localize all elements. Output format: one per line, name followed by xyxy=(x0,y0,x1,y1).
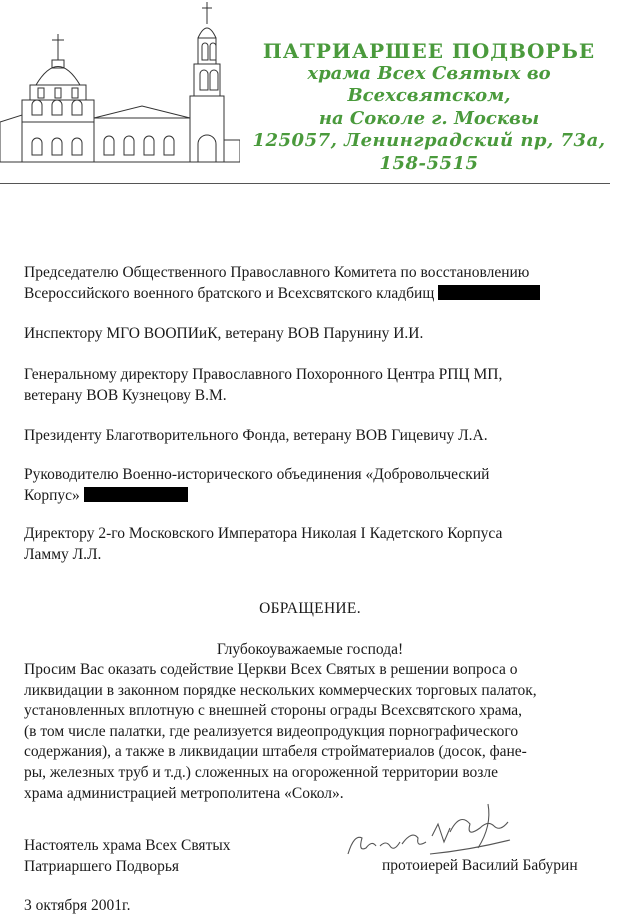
letterhead-text xyxy=(238,40,620,175)
handwritten-signature-icon xyxy=(340,796,540,866)
addressee-1 xyxy=(24,262,614,304)
addressee-line: Генеральному директору Православного Похоронного Центра РПЦ МП, xyxy=(24,366,503,383)
letterhead-divider xyxy=(0,183,610,184)
body-paragraph xyxy=(24,660,600,804)
body-line: ликвидации в законном порядке нескольких коммерческих торговых палаток, xyxy=(24,681,537,699)
addressee-5 xyxy=(24,464,614,506)
body-line: (в том числе палатки, где реализуется видеопродукция порнографического xyxy=(24,722,519,740)
addressee-2 xyxy=(24,323,614,344)
letterhead-line-3: на Соколе г. Москвы xyxy=(318,107,540,129)
redaction-bar xyxy=(438,285,540,300)
addressee-line: Президенту Благотворительного Фонда, ветерану ВОВ Гицевичу Л.А. xyxy=(24,427,488,444)
body-line: установленных вплотную с внешней стороны ограды Всехсвятского храма, xyxy=(24,702,523,720)
addressee-line: Инспектору МГО ВООПИиК, ветерану ВОВ Парунину И.И. xyxy=(24,325,424,342)
addressee-line: Руководителю Военно-исторического объединения «Добровольческий xyxy=(24,466,490,483)
body-line: содержания), а также в ликвидации штабеля стройматериалов (досок, фане- xyxy=(24,743,527,761)
signer-position-line: Настоятель храма Всех Святых xyxy=(24,837,231,854)
addressee-line: Директору 2-го Московского Императора Николая I Кадетского Корпуса xyxy=(24,525,503,542)
letterhead xyxy=(0,0,620,190)
signer-name: протоиерей Василий Бабурин xyxy=(382,857,578,874)
signer-position-line: Патриаршего Подворья xyxy=(24,857,180,875)
addressee-6 xyxy=(24,523,614,565)
letterhead-line-2: храма Всех Святых во Всехсвятском, xyxy=(307,62,551,106)
addressee-4 xyxy=(24,425,614,446)
document-date: 3 октября 2001г. xyxy=(24,897,131,914)
addressee-line: Корпус» xyxy=(24,485,614,506)
letterhead-line-1: ПАТРИАРШЕЕ ПОДВОРЬЕ xyxy=(262,39,596,63)
signer-position xyxy=(24,836,231,877)
body-line: храма администрацией метрополитена «Сокол». xyxy=(24,784,344,802)
body-line: ры, железных труб и т.д.) сложенных на огороженной территории возле xyxy=(24,763,499,781)
church-building-icon xyxy=(0,0,240,170)
addressee-3 xyxy=(24,364,614,406)
addressee-line: Всероссийского военного братского и Всехсвятского кладбищ xyxy=(24,283,614,304)
letterhead-address: 125057, Ленинградский пр, 73а, 158-5515 xyxy=(252,130,606,174)
document-title: ОБРАЩЕНИЕ. xyxy=(259,600,361,617)
addressee-line: ветерану ВОВ Кузнецову В.М. xyxy=(24,387,227,404)
addressee-line: Председателю Общественного Православного Комитета по восстановлению xyxy=(24,264,530,281)
salutation: Глубокоуважаемые господа! xyxy=(216,641,404,658)
body-line: Просим Вас оказать содействие Церкви Всех Святых в решении вопроса о xyxy=(24,661,518,678)
addressee-line: Ламму Л.Л. xyxy=(24,546,102,563)
redaction-bar xyxy=(84,487,188,502)
